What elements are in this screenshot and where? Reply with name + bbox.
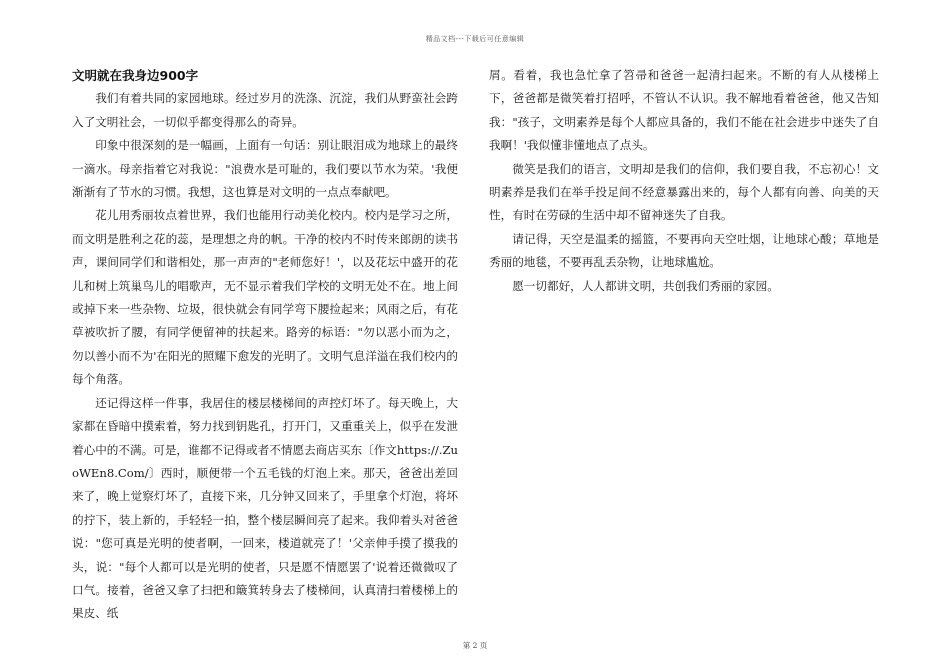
page-header: 精品文档---下载后可任意编辑 — [425, 35, 525, 43]
paragraph: 请记得，天空是温柔的摇篮，不要再向天空吐烟，让地球心酸；草地是秀丽的地毯，不要再乱丢杂物，让地球尴尬。 — [489, 231, 879, 270]
article-title: 文明就在我身边900字 — [72, 68, 199, 83]
paragraph: 印象中很深刻的是一幅画，上面有一句话：别让眼泪成为地球上的最终一滴水。母亲指着它对我说："浪费水是可耻的，我们要以节水为荣。'我便渐渐有了节水的习惯。我想，这也算是对文明的一点点奉献吧。 — [72, 138, 458, 200]
paragraph: 花儿用秀丽妆点着世界，我们也能用行动美化校内。校内是学习之所，而文明是胜利之花的蕊，是理想之舟的帆。干净的校内不时传来郎朗的读书声，课间同学们和谐相处，那一声声的"老师您好！'，以及花坛中盛开的花儿和树上筑巢鸟儿的唱歌声，无不显示着我们学校的文明无处不在。地上间或掉下来一些杂物、垃圾，很快就会有同学弯下腰捡起来；风雨之后，有花草被吹折了腰，有同学便留神的扶起来。路旁的标语："勿以恶小而为之，勿以善小而不为'在阳光的照耀下愈发的光明了。文明气息洋溢在我们校内的每个角落。 — [72, 208, 458, 387]
paragraph: 愿一切都好，人人都讲文明，共创我们秀丽的家园。 — [512, 278, 779, 293]
right-column — [489, 64, 879, 298]
paragraph-continuation: 屑。看着，我也急忙拿了笤帚和爸爸一起清扫起来。不断的有人从楼梯上下，爸爸都是微笑着打招呼，不管认不认识。我不解地看着爸爸，他又告知我："孩子，文明素养是每个人都应具备的，我们不能在社会进步中迷失了自我啊！'我似懂非懂地点了点头。 — [489, 68, 879, 153]
paragraph: 还记得这样一件事，我居住的楼层楼梯间的声控灯坏了。每天晚上，大家都在昏暗中摸索着，努力找到钥匙孔，打开门，又重重关上，似乎在发泄着心中的不满。可是，谁都不记得或者不情愿去商店买东〔作文https://.ZuoWEn8.Com/〕西时，顺便带一个五毛钱的灯泡上来。那天，爸爸出差回来了，晚上觉察灯坏了，直接下来，几分钟又回来了，手里拿个灯泡，将坏的拧下，装上新的，手轻轻一拍，整个楼层瞬间亮了起来。我仰着头对爸爸说："您可真是光明的使者啊，一回来，楼道就亮了！'父亲伸手摸了摸我的头，说："每个人都可以是光明的使者，只是愿不情愿罢了'说着还微微叹了口气。接着，爸爸又拿了扫把和簸箕转身去了楼梯间，认真清扫着楼梯上的果皮、纸 — [72, 395, 458, 621]
paragraph: 微笑是我们的语言，文明却是我们的信仰，我们要自我，不忘初心！文明素养是我们在举手投足间不经意暴露出来的，每个人都有向善、向美的天性，有时在劳碌的生活中却不留神迷失了自我。 — [489, 161, 879, 223]
page-number: 第 2 页 — [462, 641, 488, 650]
left-column — [72, 64, 458, 626]
paragraph: 我们有着共同的家园地球。经过岁月的洗涤、沉淀，我们从野蛮社会跨入了文明社会，一切似乎都变得那么的奇异。 — [72, 91, 458, 129]
